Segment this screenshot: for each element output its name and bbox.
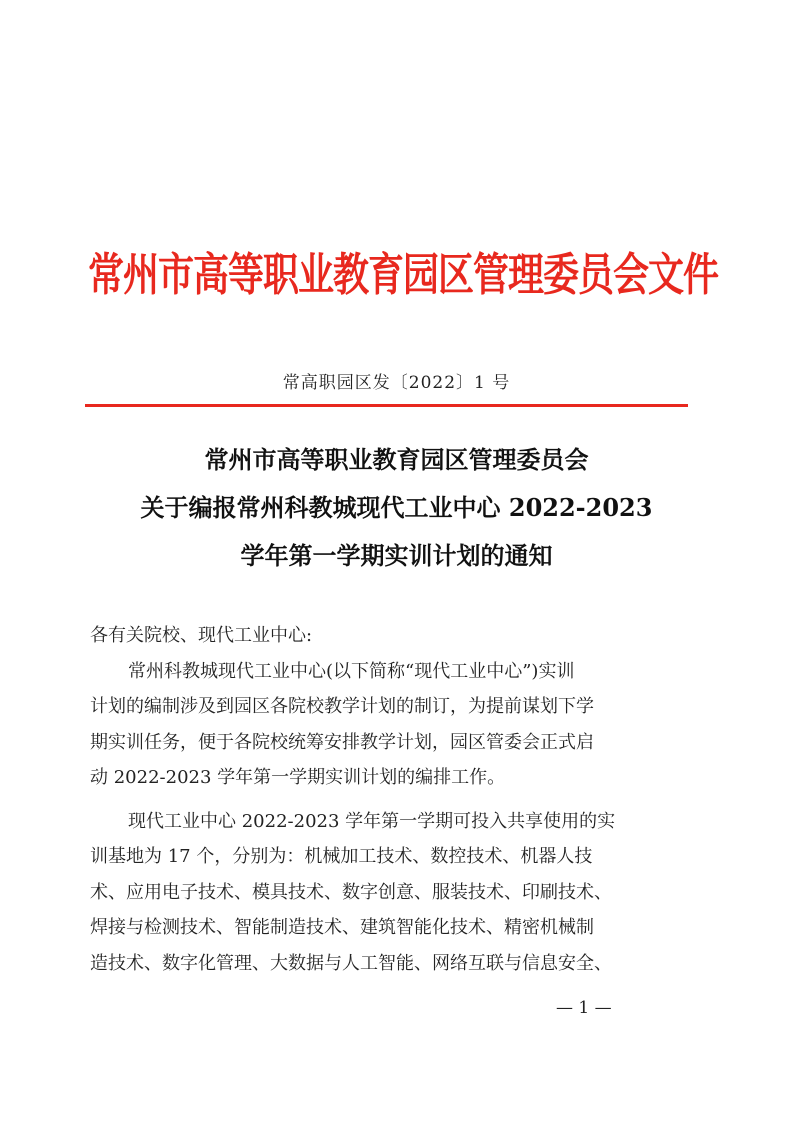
paragraph-2-line-5: 造技术、数字化管理、大数据与人工智能、网络互联与信息安全、 xyxy=(90,952,612,974)
paragraph-2-line-1: 现代工业中心 2022-2023 学年第一学期可投入共享使用的实 xyxy=(128,810,616,832)
salutation: 各有关院校、现代工业中心: xyxy=(90,625,313,646)
notice-title-line-3: 学年第一学期实训计划的通知 xyxy=(240,541,553,570)
paragraph-1-line-1: 常州科教城现代工业中心(以下简称“现代工业中心”)实训 xyxy=(128,660,575,682)
paragraph-2-line-4: 焊接与检测技术、智能制造技术、建筑智能化技术、精密机械制 xyxy=(90,917,594,938)
paragraph-2-line-2: 训基地为 17 个，分别为：机械加工技术、数控技术、机器人技 xyxy=(90,846,593,867)
paragraph-1-line-2: 计划的编制涉及到园区各院校教学计划的制订，为提前谋划下学 xyxy=(90,696,594,717)
page-number: — 1 — xyxy=(556,998,612,1018)
notice-title-line-1: 常州市高等职业教育园区管理委员会 xyxy=(204,445,589,474)
paragraph-1-line-4: 动 2022-2023 学年第一学期实训计划的编排工作。 xyxy=(90,767,506,788)
issuer-header-title: 常州市高等职业教育园区管理委员会文件 xyxy=(88,248,719,302)
red-divider-line xyxy=(85,404,688,407)
paragraph-2-line-3: 术、应用电子技术、模具技术、数字创意、服装技术、印刷技术、 xyxy=(90,881,612,903)
notice-title-line-2: 关于编报常州科教城现代工业中心 2022-2023 xyxy=(140,493,653,522)
paragraph-1-line-3: 期实训任务，便于各院校统筹安排教学计划，园区管委会正式启 xyxy=(90,731,594,753)
notice-body xyxy=(90,618,650,981)
document-number: 常高职园区发〔2022〕1 号 xyxy=(282,373,511,393)
notice-title xyxy=(0,436,793,580)
